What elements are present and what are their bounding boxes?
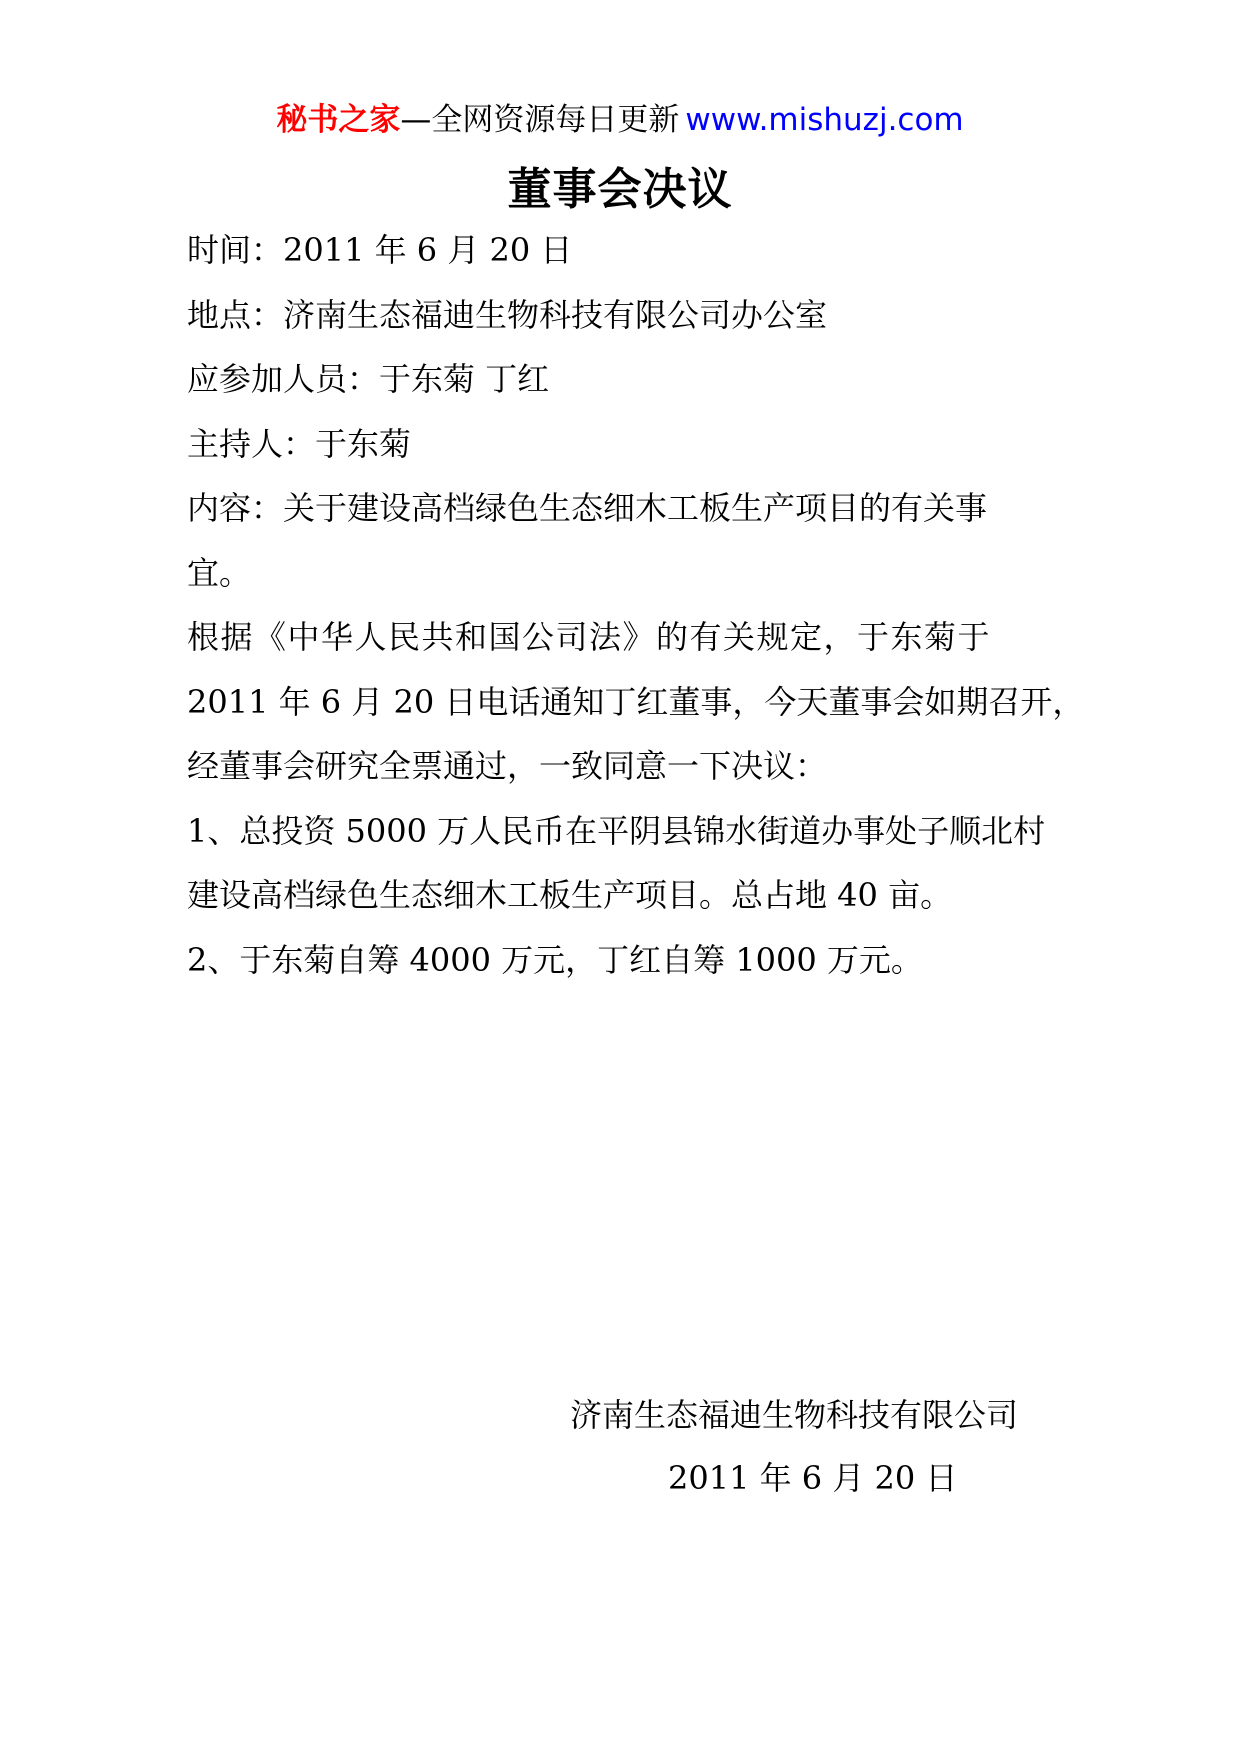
resolution-item-1-line-2: 建设高档绿色生态细木工板生产项目。总占地 40 亩。 xyxy=(187,876,953,914)
signature-company: 济南生态福迪生物科技有限公司 xyxy=(570,1396,1019,1434)
document-title: 董事会决议 xyxy=(507,164,733,215)
meeting-time: 时间：2011 年 6 月 20 日 xyxy=(187,231,573,269)
resolution-basis-line-3: 经董事会研究全票通过，一致同意一下决议： xyxy=(187,747,828,785)
resolution-basis-line-1: 根据《中华人民共和国公司法》的有关规定，于东菊于 xyxy=(187,618,992,656)
meeting-host: 主持人：于东菊 xyxy=(187,424,412,463)
site-header xyxy=(0,98,1240,142)
meeting-attendees: 应参加人员：于东菊 丁红 xyxy=(187,360,550,398)
meeting-content-line-1: 内容：关于建设高档绿色生态细木工板生产项目的有关事 xyxy=(187,489,988,527)
document-body xyxy=(187,218,1085,992)
resolution-item-2: 2、于东菊自筹 4000 万元，丁红自筹 1000 万元。 xyxy=(187,940,923,979)
meeting-place: 地点：济南生态福迪生物科技有限公司办公室 xyxy=(187,295,828,334)
signature-date: 2011 年 6 月 20 日 xyxy=(668,1459,958,1497)
meeting-content-line-2: 宜。 xyxy=(187,553,252,592)
site-url-link[interactable]: www.mishuzj.com xyxy=(685,102,964,138)
resolution-item-1-line-1: 1、总投资 5000 万人民币在平阴县锦水街道办事处子顺北村 xyxy=(187,811,1046,850)
site-tagline: —全网资源每日更新 xyxy=(400,102,680,138)
site-brand: 秘书之家 xyxy=(276,102,401,138)
resolution-basis-line-2: 2011 年 6 月 20 日电话通知丁红董事，今天董事会如期召开， xyxy=(187,682,1085,721)
